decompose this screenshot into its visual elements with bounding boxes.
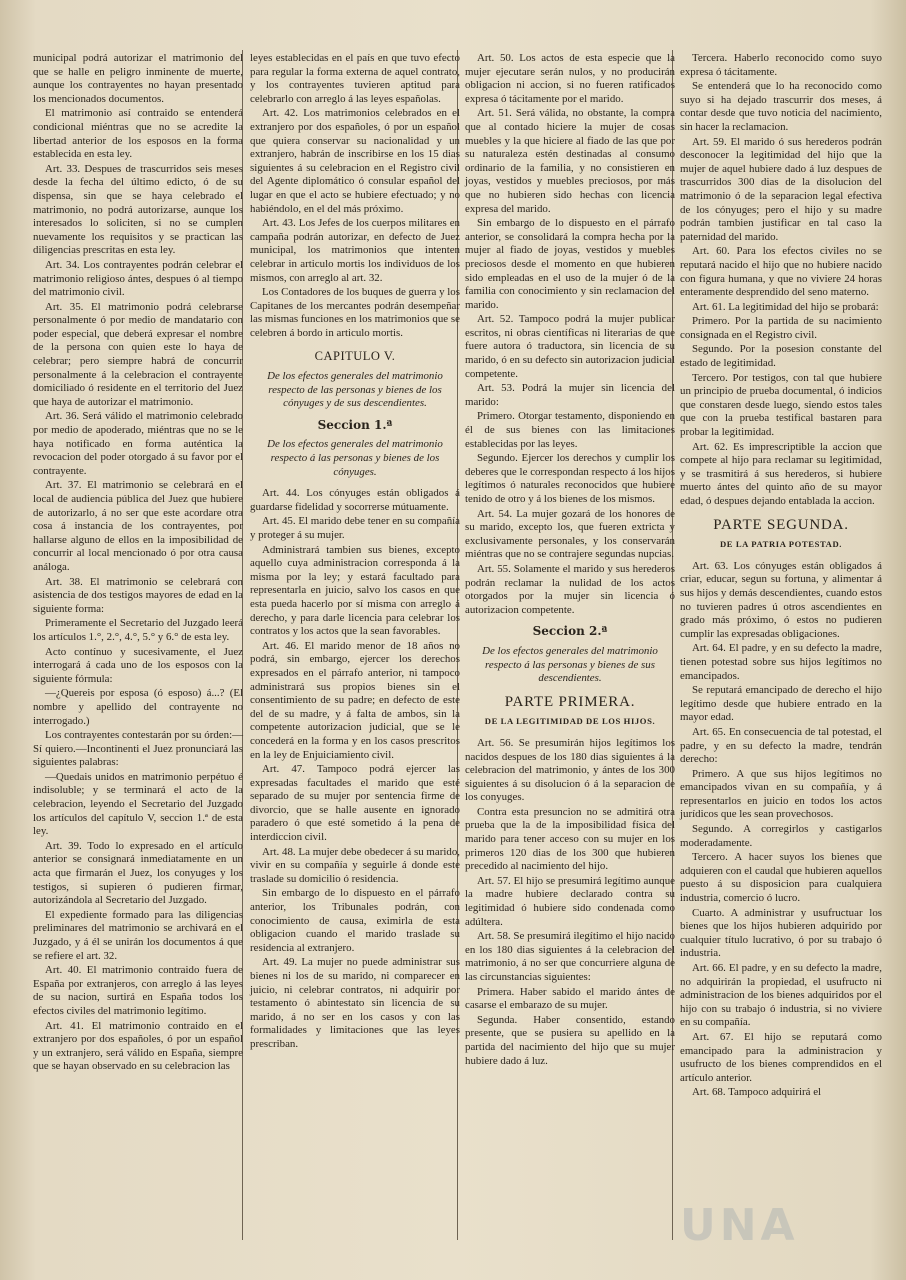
column-3: [465, 52, 675, 1069]
paragraph: Art. 63. Los cónyuges están obligados á criar, educar, segun su fortuna, y alimentar á sus hijos y demás descendientes, cuando estos no tuvieren padres ú otros ascendientes en grado más próximo, ó estos no pudieren cumplir las expresadas obligaciones.: [680, 559, 882, 640]
paragraph: Art. 57. El hijo se presumirá legítimo aunque la madre hubiere declarado contra su legitimidad ó hubiere sido condenada como adúltera.: [465, 874, 675, 928]
paragraph: Art. 53. Podrá la mujer sin licencia del marido:: [465, 382, 675, 408]
paragraph: Cuarto. A administrar y usufructuar los bienes que los hijos hubieren adquirido por cualquier título lucrativo, ó por su trabajo ó industria.: [680, 906, 882, 960]
paragraph: Primero. A que sus hijos legítimos no emancipados vivan en su compañía, y á representarlos en juicio en todos los actos jurídicos que les sean provechosos.: [680, 767, 882, 821]
paragraph: Art. 64. El padre, y en su defecto la madre, tienen potestad sobre sus hijos legítimos no emancipados.: [680, 642, 882, 682]
paragraph: Art. 43. Los Jefes de los cuerpos militares en campaña podrán autorizar, en defecto de Juez municipal, los matrimonios que intenten celebrar in articulo mortis los individuos de los mismos, con arreglo al art. 32.: [250, 217, 460, 284]
column-4: [680, 52, 882, 1101]
paragraph: Art. 39. Todo lo expresado en el artículo anterior se consignará inmediatamente en un acta que firmarán el Juez, los conyuges y los testigos, si supieren ó pudieren firmar, autorizándola al Secretario del Juzgado.: [33, 839, 243, 907]
library-watermark: UNA: [680, 1200, 799, 1251]
paragraph: Segunda. Haber consentido, estando presente, que se pusiera su apellido en la partida del nacimiento del hijo que su mujer hubiere dado á luz.: [465, 1013, 675, 1067]
column-2: [250, 52, 460, 1053]
paragraph: Art. 59. El marido ó sus herederos podrán desconocer la legitimidad del hijo que la mujer de aquel hubiere dado á luz despues de trascurridos 300 dias de la disolucion del matrimonio ó de la separacion legal efectiva de los cónyuges; pero el hijo y su madre podrán tambien justificar en tal caso la paternidad del marido.: [680, 135, 882, 243]
paragraph: Art. 62. Es imprescriptible la accion que compete al hijo para reclamar su legitimidad, y se trasmitirá á sus herederos, si hubiere muerto ántes del quinto año de su mayor edad, ó despues dejando entablada la accion.: [680, 440, 882, 507]
paragraph: Art. 34. Los contrayentes podrán celebrar el matrimonio religioso ántes, despues ó al tiempo del matrimonio civil.: [33, 258, 243, 299]
paragraph: Art. 56. Se presumirán hijos legítimos los nacidos despues de los 180 dias siguientes á la celebracion del matrimonio, y ántes de los 300 siguientes á su disolucion ó á la separacion de los conyuges.: [465, 736, 675, 804]
paragraph: Los contrayentes contestarán por su órden:—Sí quiero.—Incontinenti el Juez pronunciará las siguientes palabras:: [33, 729, 243, 769]
chapter-subtitle: De los efectos generales del matrimonio respecto á las personas y bienes de los cónyuges.: [267, 438, 443, 478]
paragraph: Art. 46. El marido menor de 18 años no podrá, sin embargo, ejercer los derechos expresados en el párrafo anterior, ni tampoco administrará sus propios bienes sin el consentimiento de su padre; en defecto de este del de su madre, y á falta de ambos, sin la competente autorizacion judicial, que se le concederá en la forma y en los casos prescritos en la ley de Enjuiciamiento civil.: [250, 639, 460, 761]
paragraph: Art. 68. Tampoco adquirirá el: [692, 1086, 822, 1099]
section-heading: Seccion 1.ª: [317, 417, 393, 432]
paragraph: Tercero. A hacer suyos los bienes que adquieren con el caudal que hubieren aquellos puesto á su disposicion para cualquiera industria, comercio ó lucro.: [680, 851, 882, 905]
paragraph: Art. 36. Será válido el matrimonio celebrado por medio de apoderado, miéntras que no se le haya notificado en forma auténtica la revocacion del poder otorgado á su favor por el contrayente.: [33, 410, 243, 477]
paragraph: —Quedais unidos en matrimonio perpétuo é indisoluble; y se terminará el acto de la celebracion, leyendo el Secretario del Juzgado los artículos del capítulo V, seccion 1.ª de esta ley.: [33, 770, 243, 838]
paragraph: Tercera. Haberlo reconocido como suyo expresa ó tácitamente.: [680, 52, 882, 78]
paragraph: Art. 65. En consecuencia de tal potestad, el padre, y en su defecto la madre, tendrán derecho:: [680, 725, 882, 766]
paragraph: Art. 52. Tampoco podrá la mujer publicar escritos, ni obras científicas ni literarias de que fuere autora ó traductora, sin licencia de su marido, ó en su defecto sin autorizacion judicial competente.: [465, 313, 675, 380]
paragraph: Art. 67. El hijo se reputará como emancipado para la administracion y usufructo de los bienes comprendidos en el artículo anterior.: [680, 1030, 882, 1084]
paragraph: Art. 47. Tampoco podrá ejercer las expresadas facultades el marido que esté separado de su mujer por sentencia firme de divorcio, que se halle ausente en ignorado paradero ó que esté sometido á la pena de interdiccion civil.: [250, 763, 460, 844]
paragraph: Se reputará emancipado de derecho el hijo legítimo desde que hubiere entrado en la mayor edad.: [680, 684, 882, 724]
paragraph: Los Contadores de los buques de guerra y los Capitanes de los mercantes podrán desempeñar las mismas funciones en los matrimonios que se celebren á bordo in articulo mortis.: [250, 286, 460, 339]
paragraph: Art. 51. Será válida, no obstante, la compra que al contado hiciere la mujer de cosas muebles y la que hiciere al fiado de las que por su naturaleza estén destinadas al consumo ordinario de la familia, y no consistieren en joyas, vestidos y muebles preciosos, por más que no hubieren sido hechas con licencia expresa del marido.: [465, 107, 675, 215]
paragraph: Acto contínuo y sucesivamente, el Juez interrogará á cada uno de los esposos con la siguiente fórmula:: [33, 645, 243, 685]
paragraph: Art. 41. El matrimonio contraido en el extranjero por dos españoles, ó por un español y un extranjero, será válido en España, siempre que se hayan observado en su celebracion las: [33, 1019, 243, 1073]
part-subheading: DE LA LEGITIMIDAD DE LOS HIJOS.: [484, 716, 656, 727]
chapter-subtitle: De los efectos generales del matrimonio respecto á las personas y bienes de sus descendientes.: [482, 644, 658, 685]
paragraph: Art. 35. El matrimonio podrá celebrarse personalmente ó por medio de mandatario con poder especial, que deberá expresar el nombre de la persona con quien este lo haya de celebrar; pero siempre habrá de concurrir personalmente á la celebracion el contrayente domiciliado ó residente en el territorio del Juez que haya de autorizar el matrimonio.: [33, 300, 243, 408]
paragraph: Art. 33. Despues de trascurridos seis meses desde la fecha del último edicto, ó de su dispensa, sin que se haya celebrado el matrimonio, no podrá autorizarse, aunque los interesados lo soliciten, si no se cumplen nuevamente los requisitos y se practican las diligencias prescritas en esta ley.: [33, 162, 243, 257]
paragraph: Art. 49. La mujer no puede administrar sus bienes ni los de su marido, ni comparecer en juicio, ni celebrar contratos, ni adquirir por testamento ó abintestato sin licencia de su marido, á no ser en los casos y con las formalidades y limitaciones que las leyes prescriban.: [250, 956, 460, 1050]
paragraph: Art. 50. Los actos de esta especie que la mujer ejecutare serán nulos, y no producirán obligacion ni accion, si no fueren ratificados expresa ó tácitamente por el marido.: [465, 52, 675, 105]
paragraph: Art. 38. El matrimonio se celebrará con asistencia de dos testigos mayores de edad en la siguiente forma:: [33, 575, 243, 615]
chapter-subtitle: De los efectos generales del matrimonio respecto de las personas y bienes de los cónyuges y de sus descendientes.: [267, 370, 443, 410]
paragraph: Art. 48. La mujer debe obedecer á su marido, vivir en su compañía y seguirle á donde este traslade su domicilio ó residencia.: [250, 845, 460, 885]
paragraph: Segundo. Ejercer los derechos y cumplir los deberes que le correspondan respecto á los hijos legítimos ó naturales reconocidos que hubiere tenido de otro y á los bienes de los mismos.: [465, 452, 675, 505]
part-heading: PARTE PRIMERA.: [504, 693, 636, 710]
paragraph: Art. 37. El matrimonio se celebrará en el local de audiencia pública del Juez que hubiere de autorizarlo, á no ser que este acordare otra cosa á instancia de los contrayentes, por hallarse alguno de ellos en la imposibilidad de concurrir al local mencionado ó por otra causa análoga.: [33, 479, 243, 573]
paragraph: Art. 58. Se presumirá ilegítimo el hijo nacido en los 180 dias siguientes á la celebracion del matrimonio, á no ser que concurriere alguna de las circunstancias siguientes:: [465, 930, 675, 983]
paragraph: Art. 66. El padre, y en su defecto la madre, no adquirirán la propiedad, el usufructo ni administracion de los bienes adquiridos por el hijo con su trabajo ó industria, si no viviere en su compañía.: [680, 962, 882, 1029]
part-subheading: DE LA PATRIA POTESTAD.: [719, 539, 843, 550]
paragraph: Primero. Por la partida de su nacimiento consignada en el Registro civil.: [680, 315, 882, 341]
paragraph: El matrimonio así contraido se entenderá condicional miéntras que no se acredite la libertad anterior de los esposos en la forma establecida en esta ley.: [33, 107, 243, 161]
paragraph: Art. 55. Solamente el marido y sus herederos podrán reclamar la nulidad de los actos otorgados por la mujer sin licencia ó autorizacion competente.: [465, 562, 675, 616]
paragraph: Tercero. Por testigos, con tal que hubiere un principio de prueba documental, ó indicios que constaren desde luego, siendo estos tales que con la prueba testifical bastaren para probar la legitimidad.: [680, 371, 882, 439]
paragraph: Art. 54. La mujer gozará de los honores de su marido, excepto los, que fueren extricta y exclusivamente personales, y los conservarán miéntras que no se contrajere segundas nupcias.: [465, 507, 675, 561]
section-heading: Seccion 2.ª: [532, 624, 608, 639]
part-heading: PARTE SEGUNDA.: [713, 516, 849, 533]
paragraph: Segundo. Por la posesion constante del estado de legitimidad.: [680, 343, 882, 370]
paragraph: Primero. Otorgar testamento, disponiendo en él de sus bienes con las limitaciones establecidas por las leyes.: [465, 410, 675, 450]
paragraph: Sin embargo de lo dispuesto en el párrafo anterior, los Tribunales podrán, con conocimiento de causa, eximirla de esta obligacion cuando el marido traslade su residencia al extranjero.: [250, 887, 460, 954]
paragraph: Segundo. A corregirlos y castigarlos moderadamente.: [680, 823, 882, 849]
paragraph: Art. 40. El matrimonio contraido fuera de España por extranjeros, con arreglo á las leyes de su nacion, surtirá en España todos los efectos civiles del matrimonio legítimo.: [33, 964, 243, 1017]
paragraph: Art. 61. La legitimidad del hijo se probará:: [692, 300, 879, 313]
paragraph: Art. 44. Los cónyuges están obligados á guardarse fidelidad y socorrerse mútuamente.: [250, 487, 460, 513]
paragraph: El expediente formado para las diligencias preliminares del matrimonio se archivará en el Juzgado, y á él se unirán los documentos á que se refiere el art. 32.: [33, 908, 243, 962]
chapter-heading: CAPITULO V.: [314, 349, 396, 364]
column-1: [33, 52, 243, 1075]
paragraph: Contra esta presuncion no se admitirá otra prueba que la de la imposibilidad física del marido para tener acceso con su mujer en los primeros 120 dias de los 300 que hubieren precedido al nacimiento del hijo.: [465, 805, 675, 873]
paragraph: Primera. Haber sabido el marido ántes de casarse el embarazo de su mujer.: [465, 985, 675, 1012]
paragraph: Art. 42. Los matrimonios celebrados en el extranjero por dos españoles, ó por un español que quiera conservar su nacionalidad y un extranjero, habrán de inscribirse en los 15 dias siguientes á su celebracion en el Registro civil del Agente diplomático ó consular español del lugar en que el acto se hubiere efectuado; y no habiéndolo, en el del más próximo.: [250, 107, 460, 215]
paragraph: Primeramente el Secretario del Juzgado leerá los artículos 1.°, 2.°, 4.°, 5.° y 6.° de esta ley.: [33, 617, 243, 643]
paragraph: Se entenderá que lo ha reconocido como suyo si ha dejado trascurrir dos meses, á contar desde que tuvo noticia del nacimiento, sin hacer la reclamacion.: [680, 80, 882, 133]
paragraph: Art. 45. El marido debe tener en su compañía y proteger á su mujer.: [250, 515, 460, 541]
paragraph: Sin embargo de lo dispuesto en el párrafo anterior, se consolidará la compra hecha por la mujer al fiado de joyas, vestidos y muebles preciosos desde el momento en que hubieren sido empleadas en el uso de la mujer ó de la familia con conocimiento y sin reclamacion del marido.: [465, 217, 675, 311]
paragraph: leyes establecidas en el país en que tuvo efecto para regular la forma externa de aquel contrato, y los contrayentes tuvieren aptitud para celebrarlo con arreglo á las leyes españolas.: [250, 52, 460, 105]
paragraph: municipal podrá autorizar el matrimonio del que se halle en peligro inminente de muerte, aunque los contrayentes no hayan presentado los mencionados documentos.: [33, 52, 243, 105]
paragraph: —¿Quereis por esposa (ó esposo) á...? (El nombre y apellido del contrayente no interrogado.): [33, 687, 243, 727]
paragraph: Art. 60. Para los efectos civiles no se reputará nacido el hijo que no hubiere nacido con figura humana, y que no viviere 24 horas enteramente desprendido del seno materno.: [680, 245, 882, 299]
paragraph: Administrará tambien sus bienes, excepto aquello cuya administracion corresponda á la misma por la ley; y estará facultado para representarla en juicio, salvo los casos en que esta pueda hacerlo por sí misma con arreglo á derecho, y para darle licencia para celebrar los contratos y los actos que la sean favorables.: [250, 543, 460, 638]
